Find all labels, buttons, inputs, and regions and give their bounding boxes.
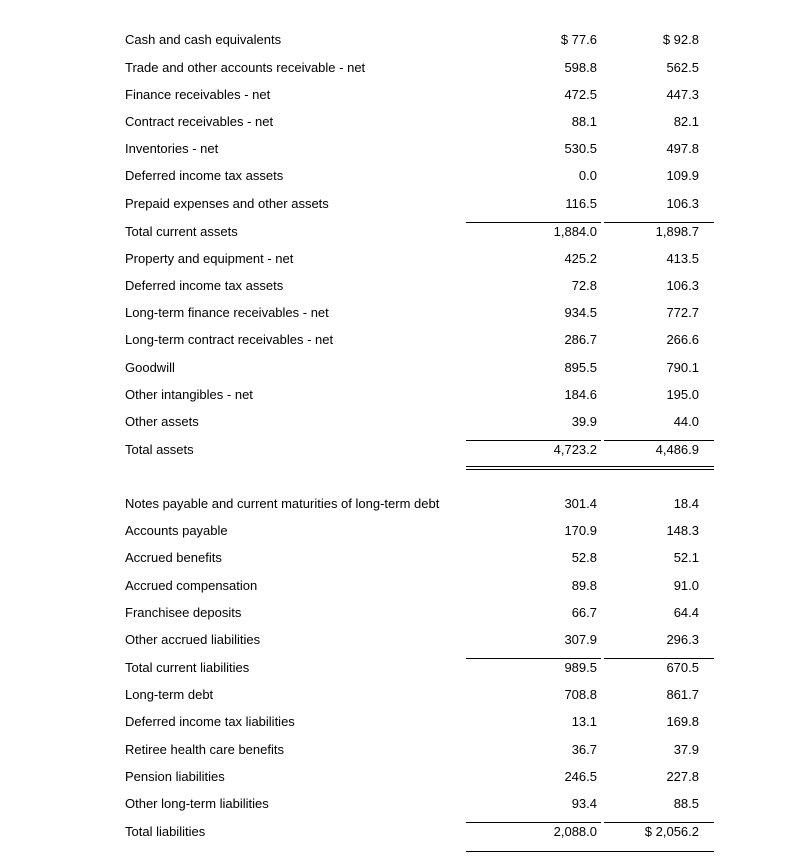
value-col1: 708.8 bbox=[564, 687, 597, 702]
value-col1: 425.2 bbox=[564, 251, 597, 266]
table-row bbox=[0, 358, 795, 378]
value-col2: 106.3 bbox=[666, 278, 699, 293]
table-row-total bbox=[0, 440, 795, 460]
value-col1: 170.9 bbox=[564, 523, 597, 538]
value-col2: 91.0 bbox=[673, 578, 699, 593]
value-col1: 895.5 bbox=[564, 360, 597, 375]
row-label: Pension liabilities bbox=[125, 769, 225, 784]
value-col1: 184.6 bbox=[564, 387, 597, 402]
value-col2: 106.3 bbox=[666, 196, 699, 211]
table-row bbox=[0, 249, 795, 269]
value-col1: 530.5 bbox=[564, 141, 597, 156]
row-label: Notes payable and current maturities of long-term debt bbox=[125, 496, 440, 511]
value-col1: 301.4 bbox=[564, 496, 597, 511]
table-row bbox=[0, 303, 795, 323]
value-col1: 472.5 bbox=[564, 87, 597, 102]
row-label: Total current assets bbox=[125, 224, 238, 239]
value-col2: 4,486.9 bbox=[655, 442, 699, 457]
value-col2: 1,898.7 bbox=[655, 224, 699, 239]
bottom-rule bbox=[466, 851, 714, 852]
value-col1: 116.5 bbox=[565, 196, 597, 211]
value-col1: 307.9 bbox=[564, 632, 597, 647]
value-col1: 598.8 bbox=[564, 60, 597, 75]
value-col1: 286.7 bbox=[564, 332, 597, 347]
value-col2: 861.7 bbox=[666, 687, 699, 702]
value-col2: 772.7 bbox=[666, 305, 699, 320]
table-row bbox=[0, 685, 795, 705]
value-col1: 934.5 bbox=[564, 305, 597, 320]
value-col2: $ 2,056.2 bbox=[644, 824, 699, 839]
table-row bbox=[0, 630, 795, 650]
value-col2: 266.6 bbox=[666, 332, 699, 347]
row-label: Long-term contract receivables - net bbox=[125, 332, 334, 347]
value-col2: 52.1 bbox=[673, 550, 699, 565]
row-label: Goodwill bbox=[125, 360, 175, 375]
value-col2: 64.4 bbox=[673, 605, 699, 620]
row-label: Other intangibles - net bbox=[125, 387, 253, 402]
table-row bbox=[0, 494, 795, 514]
table-row-total bbox=[0, 822, 795, 842]
row-label: Deferred income tax assets bbox=[125, 168, 284, 183]
row-label: Total assets bbox=[125, 442, 194, 457]
table-row bbox=[0, 794, 795, 814]
table-row bbox=[0, 194, 795, 214]
value-col2: 195.0 bbox=[666, 387, 699, 402]
value-col1: 2,088.0 bbox=[553, 824, 597, 839]
row-label: Trade and other accounts receivable - net bbox=[125, 60, 366, 75]
value-col2: 670.5 bbox=[666, 660, 699, 675]
row-label: Long-term debt bbox=[125, 687, 214, 702]
table-row bbox=[0, 385, 795, 405]
value-col2: 562.5 bbox=[666, 60, 699, 75]
table-row bbox=[0, 30, 795, 50]
value-col2: 88.5 bbox=[673, 796, 699, 811]
value-col2: 44.0 bbox=[673, 414, 699, 429]
value-col1: 39.9 bbox=[571, 414, 597, 429]
value-col2: 790.1 bbox=[666, 360, 699, 375]
table-row bbox=[0, 276, 795, 296]
row-label: Accrued compensation bbox=[125, 578, 258, 593]
row-label: Long-term finance receivables - net bbox=[125, 305, 329, 320]
value-col2: $ 92.8 bbox=[662, 32, 699, 47]
row-label: Cash and cash equivalents bbox=[125, 32, 282, 47]
table-row bbox=[0, 330, 795, 350]
value-col1: 93.4 bbox=[571, 796, 597, 811]
row-label: Prepaid expenses and other assets bbox=[125, 196, 329, 211]
table-row bbox=[0, 548, 795, 568]
value-col2: 497.8 bbox=[666, 141, 699, 156]
value-col1: 36.7 bbox=[571, 742, 597, 757]
row-label: Total current liabilities bbox=[125, 660, 250, 675]
table-row bbox=[0, 112, 795, 132]
row-label: Franchisee deposits bbox=[125, 605, 242, 620]
value-col2: 148.3 bbox=[666, 523, 699, 538]
table-row bbox=[0, 576, 795, 596]
row-label: Retiree health care benefits bbox=[125, 742, 284, 757]
table-row bbox=[0, 139, 795, 159]
value-col2: 37.9 bbox=[673, 742, 699, 757]
table-row bbox=[0, 740, 795, 760]
value-col1: 4,723.2 bbox=[553, 442, 597, 457]
row-label: Other accrued liabilities bbox=[125, 632, 261, 647]
row-label: Other assets bbox=[125, 414, 199, 429]
value-col2: 413.5 bbox=[666, 251, 699, 266]
value-col2: 18.4 bbox=[673, 496, 699, 511]
value-col1: 1,884.0 bbox=[553, 224, 597, 239]
row-label: Inventories - net bbox=[125, 141, 219, 156]
table-row bbox=[0, 603, 795, 623]
row-label: Accrued benefits bbox=[125, 550, 222, 565]
value-col2: 227.8 bbox=[666, 769, 699, 784]
value-col1: 66.7 bbox=[571, 605, 597, 620]
value-col2: 447.3 bbox=[666, 87, 699, 102]
value-col1: 88.1 bbox=[571, 114, 597, 129]
table-row bbox=[0, 712, 795, 732]
table-row bbox=[0, 767, 795, 787]
value-col1: 72.8 bbox=[571, 278, 597, 293]
double-rule-top bbox=[466, 466, 714, 467]
table-row bbox=[0, 85, 795, 105]
row-label: Contract receivables - net bbox=[125, 114, 274, 129]
value-col1: 13.1 bbox=[571, 714, 597, 729]
row-label: Total liabilities bbox=[125, 824, 206, 839]
row-label: Property and equipment - net bbox=[125, 251, 294, 266]
value-col2: 296.3 bbox=[666, 632, 699, 647]
table-row-subtotal bbox=[0, 658, 795, 678]
double-rule-bottom bbox=[466, 469, 714, 470]
row-label: Accounts payable bbox=[125, 523, 228, 538]
value-col2: 169.8 bbox=[666, 714, 699, 729]
value-col1: $ 77.6 bbox=[560, 32, 597, 47]
table-row bbox=[0, 412, 795, 432]
row-label: Other long-term liabilities bbox=[125, 796, 269, 811]
table-row bbox=[0, 166, 795, 186]
value-col1: 52.8 bbox=[571, 550, 597, 565]
value-col1: 89.8 bbox=[571, 578, 597, 593]
row-label: Deferred income tax assets bbox=[125, 278, 284, 293]
value-col2: 82.1 bbox=[673, 114, 699, 129]
table-row bbox=[0, 521, 795, 541]
value-col1: 0.0 bbox=[578, 168, 597, 183]
table-row-subtotal bbox=[0, 222, 795, 242]
value-col2: 109.9 bbox=[666, 168, 699, 183]
row-label: Finance receivables - net bbox=[125, 87, 271, 102]
row-label: Deferred income tax liabilities bbox=[125, 714, 295, 729]
value-col1: 246.5 bbox=[564, 769, 597, 784]
table-row bbox=[0, 58, 795, 78]
value-col1: 989.5 bbox=[564, 660, 597, 675]
